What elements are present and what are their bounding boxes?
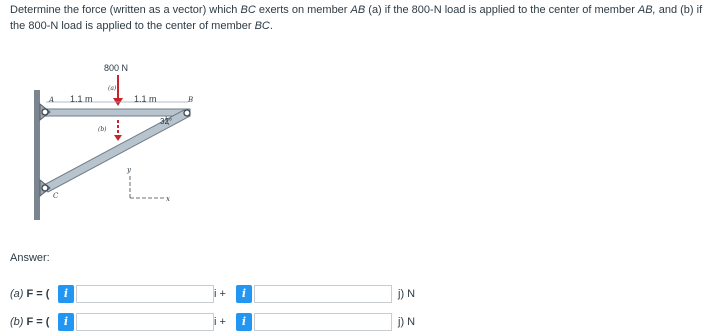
pin-b	[184, 110, 190, 116]
point-c-label: C	[53, 192, 59, 200]
wall	[34, 90, 40, 220]
info-icon[interactable]: i	[236, 313, 252, 331]
label-b: (b)	[98, 126, 107, 133]
i-unit-label: i +	[214, 316, 226, 328]
question-part: (a) if the 800-N load is applied to the center of member	[365, 4, 638, 16]
formula-prefix: F = (	[23, 316, 50, 328]
dim-left-label: 1.1 m	[70, 94, 93, 104]
j-component-input[interactable]	[254, 285, 392, 303]
i-unit-label: i +	[214, 288, 226, 300]
point-b-label: B	[188, 96, 194, 104]
pin-c	[42, 185, 48, 191]
info-icon[interactable]: i	[58, 285, 74, 303]
j-unit-label: j) N	[398, 288, 416, 300]
question-part: exerts on member	[255, 4, 351, 16]
i-component-input[interactable]	[76, 313, 214, 331]
question-member-ab: AB,	[637, 4, 656, 16]
dim-right-label: 1.1 m	[134, 94, 157, 104]
label-a: (a)	[108, 85, 117, 92]
answer-row-b	[10, 312, 710, 334]
question-member-bc: BC	[240, 4, 256, 16]
j-component-input[interactable]	[254, 313, 392, 331]
question-part: .	[269, 20, 273, 32]
row-label	[10, 316, 49, 328]
j-unit-label: j) N	[398, 316, 416, 328]
question-member-bc: BC	[254, 20, 270, 32]
point-a-label: A	[49, 96, 55, 104]
question-part: and (b) if the 800-N load is applied to the center of member	[10, 4, 703, 32]
i-component-input[interactable]	[76, 285, 214, 303]
angle-label: 32°	[160, 117, 173, 126]
load-label: 800 N	[104, 63, 129, 73]
formula-prefix: F = (	[23, 288, 50, 300]
truss-figure	[28, 58, 218, 228]
pin-a	[42, 109, 48, 115]
info-icon[interactable]: i	[58, 313, 74, 331]
question-part: Determine the force (written as a vector) which	[10, 4, 241, 16]
question-member-ab: AB	[350, 4, 366, 16]
info-icon[interactable]: i	[236, 285, 252, 303]
row-label	[10, 288, 49, 300]
answer-heading: Answer:	[10, 252, 50, 264]
axis-x-label: x	[166, 195, 170, 203]
part-label: (b)	[10, 316, 24, 328]
question-text	[10, 2, 710, 34]
part-label: (a)	[10, 288, 24, 300]
answer-row-a	[10, 284, 710, 306]
member-ab	[42, 109, 190, 116]
load-arrowhead-b	[114, 135, 122, 141]
axis-y-label: y	[127, 166, 131, 174]
